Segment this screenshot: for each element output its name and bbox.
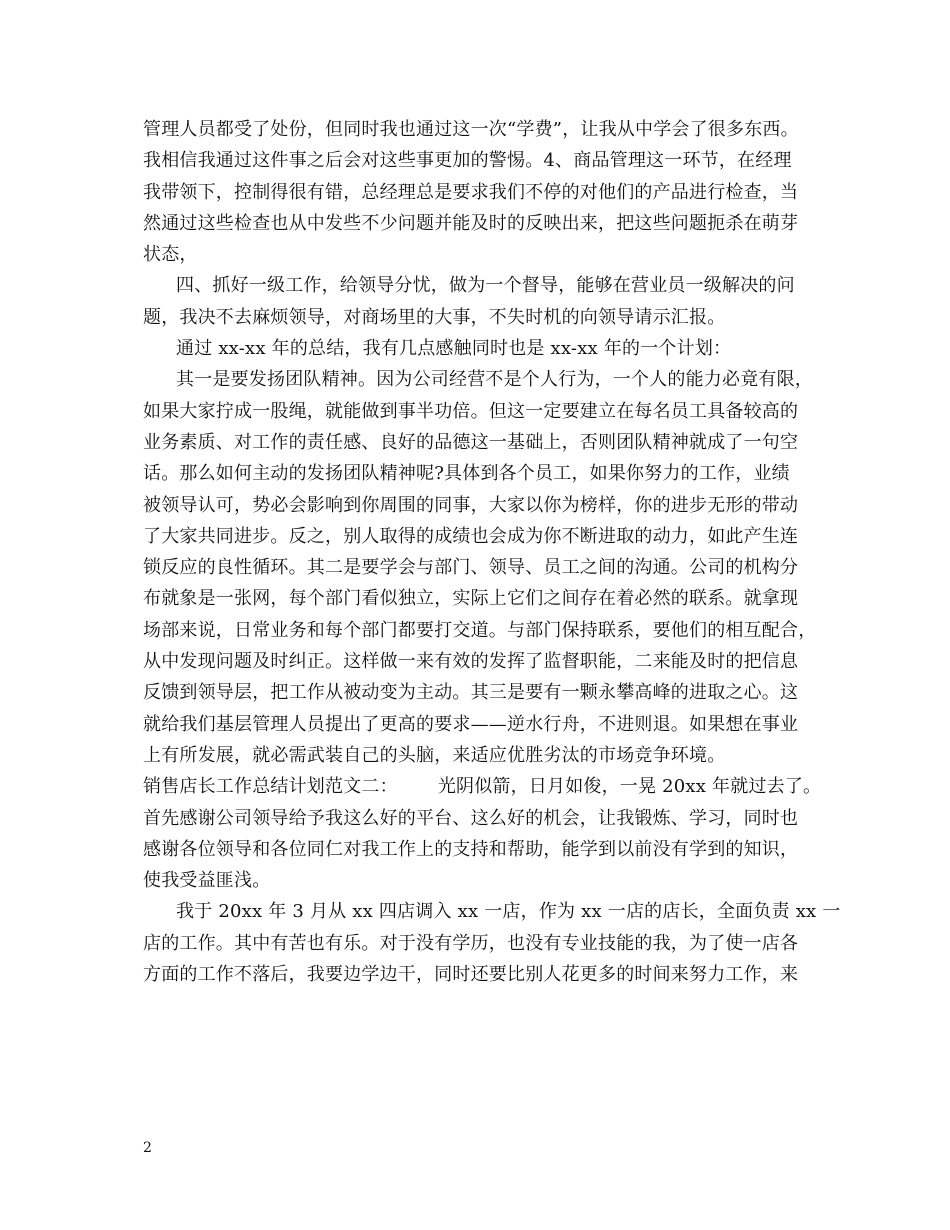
document-body bbox=[143, 114, 841, 990]
text-line: 反馈到领导层，把工作从被动变为主动。其三是要有一颗永攀高峰的进取之心。这 bbox=[143, 682, 799, 704]
text-line: 锁反应的良性循环。其二是要学会与部门、领导、员工之间的沟通。公司的机构分 bbox=[143, 557, 799, 579]
text-line: 店的工作。其中有苦也有乐。对于没有学历，也没有专业技能的我，为了使一店各 bbox=[143, 932, 799, 954]
text-line: 了大家共同进步。反之，别人取得的成绩也会成为你不断进取的动力，如此产生连 bbox=[143, 525, 799, 547]
text-line: 从中发现问题及时纠正。这样做一来有效的发挥了监督职能，二来能及时的把信息 bbox=[143, 651, 799, 673]
text-line: 我带领下，控制得很有错，总经理总是要求我们不停的对他们的产品进行检查，当 bbox=[143, 181, 799, 203]
text-line: 感谢各位领导和各位同仁对我工作上的支持和帮助，能学到以前没有学到的知识， bbox=[143, 838, 799, 860]
section-heading: 销售店长工作总结计划范文二： bbox=[143, 776, 398, 798]
text-line: 其一是要发扬团队精神。因为公司经营不是个人行为，一个人的能力必竟有限， bbox=[176, 369, 813, 391]
paragraph-block-continued bbox=[143, 803, 841, 991]
text-line: 管理人员都受了处份，但同时我也通过这一次“学费”，让我从中学会了很多东西。 bbox=[143, 119, 799, 140]
text-line: 就给我们基层管理人员提出了更高的要求——逆水行舟，不进则退。如果想在事业 bbox=[143, 713, 799, 735]
text-line: 业务素质、对工作的责任感、良好的品德这一基础上，否则团队精神就成了一句空 bbox=[143, 431, 799, 453]
text-line: 我相信我通过这件事之后会对这些事更加的警惕。4、商品管理这一环节，在经理 bbox=[143, 150, 792, 172]
text-line: 话。那么如何主动的发扬团队精神呢?具体到各个员工，如果你努力的工作，业绩 bbox=[143, 463, 790, 485]
section-opening: 光阴似箭，日月如俊，一晃 20xx 年就过去了。 bbox=[437, 776, 822, 798]
text-line: 四、抓好一级工作，给领导分忧，做为一个督导，能够在营业员一级解决的问 bbox=[176, 275, 795, 297]
text-line: 然通过这些检查也从中发些不少问题并能及时的反映出来，把这些问题扼杀在萌芽 bbox=[143, 212, 799, 234]
text-line: 被领导认可，势必会影响到你周围的同事，大家以你为榜样，你的进步无形的带动 bbox=[143, 494, 799, 516]
text-line: 方面的工作不落后，我要边学边干，同时还要比别人花更多的时间来努力工作，来 bbox=[143, 964, 799, 986]
text-line: 使我受益匪浅。 bbox=[143, 870, 271, 892]
text-line: 首先感谢公司领导给予我这么好的平台、这么好的机会，让我锻炼、学习，同时也 bbox=[143, 807, 799, 829]
page-number: 2 bbox=[143, 1140, 152, 1156]
text-line: 通过 xx-xx 年的总结，我有几点感触同时也是 xx-xx 年的一个计划： bbox=[176, 338, 732, 360]
paragraph-block bbox=[143, 114, 833, 771]
text-line: 上有所发展，就必需武装自己的头脑，来适应优胜劣汰的市场竞争环境。 bbox=[143, 744, 726, 766]
text-line: 题，我决不去麻烦领导，对商场里的大事，不失时机的向领导请示汇报。 bbox=[143, 306, 726, 328]
text-line: 状态， bbox=[143, 244, 198, 266]
text-line: 我于 20xx 年 3 月从 xx 四店调入 xx 一店，作为 xx 一店的店长，全面负责 xx 一 bbox=[176, 901, 841, 923]
text-line: 布就象是一张网，每个部门看似独立，实际上它们之间存在着必然的联系。就拿现 bbox=[143, 588, 799, 610]
text-line: 场部来说，日常业务和每个部门都要打交道。与部门保持联系，要他们的相互配合， bbox=[143, 619, 817, 641]
text-line-split bbox=[143, 771, 833, 802]
text-line: 如果大家拧成一股绳，就能做到事半功倍。但这一定要建立在每名员工具备较高的 bbox=[143, 400, 799, 422]
